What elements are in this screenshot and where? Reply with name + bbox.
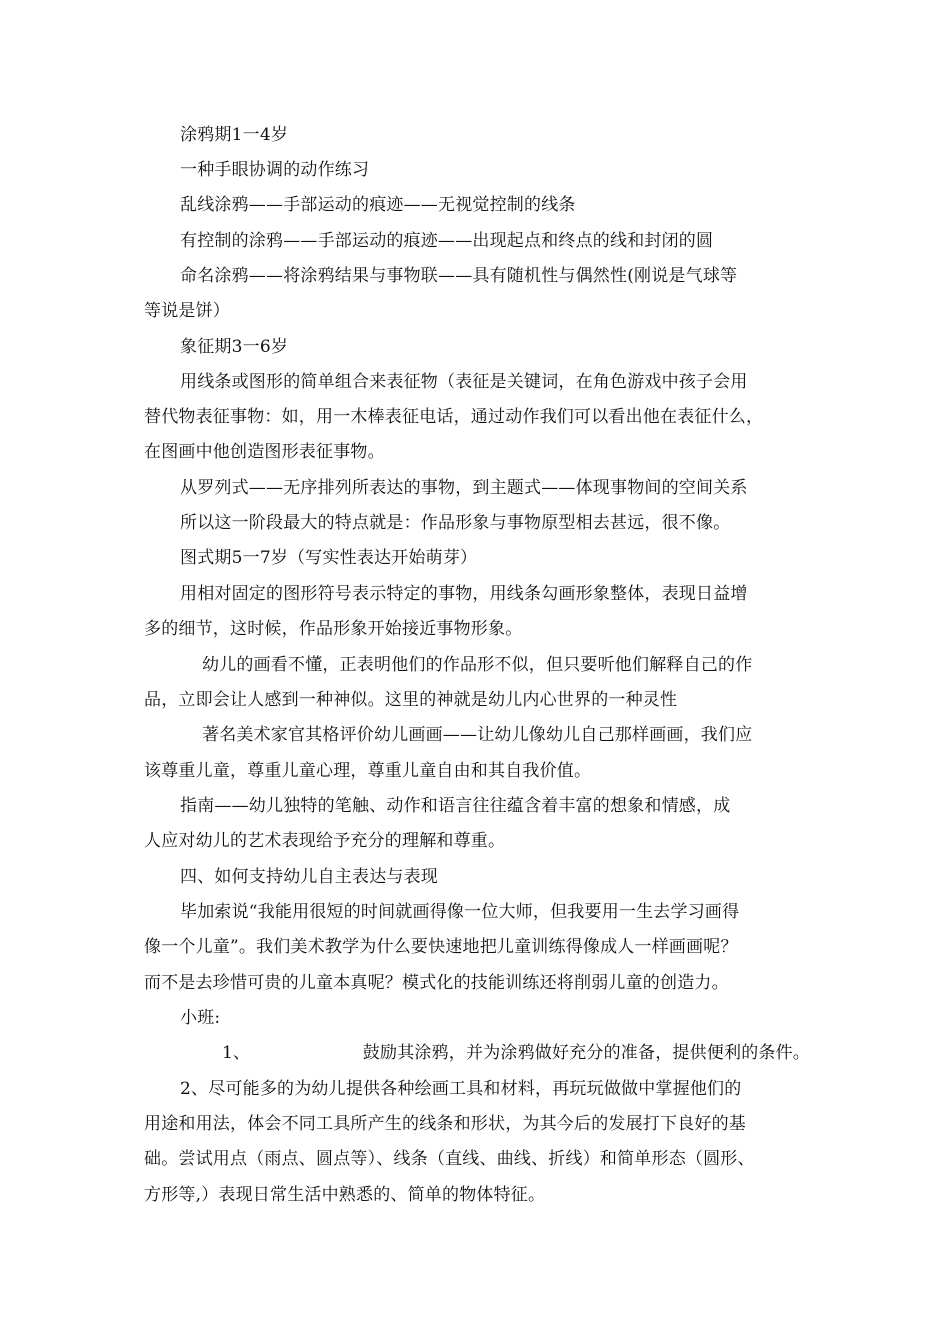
- text-line: 替代物表征事物：如，用一木棒表征电话，通过动作我们可以看出他在表征什么，: [144, 407, 764, 427]
- text-line: 一种手眼协调的动作练习: [180, 160, 370, 180]
- text-line: 著名美术家官其格评价幼儿画画——让幼儿像幼儿自己那样画画，我们应: [202, 725, 753, 745]
- text-line: 象征期3一6岁: [180, 337, 289, 357]
- text-line: 人应对幼儿的艺术表现给予充分的理解和尊重。: [144, 831, 506, 851]
- text-line: 从罗列式——无序排列所表达的事物，到主题式——体现事物间的空间关系: [180, 478, 748, 498]
- text-line: 用途和用法，体会不同工具所产生的线条和形状，为其今后的发展打下良好的基: [144, 1114, 746, 1134]
- text-line: 础。尝试用点（雨点、圆点等）、线条（直线、曲线、折线）和简单形态（圆形、: [144, 1149, 755, 1169]
- list-number: 1、: [222, 1043, 251, 1063]
- text-line: 而不是去珍惜可贵的儿童本真呢？模式化的技能训练还将削弱儿童的创造力。: [144, 973, 729, 993]
- text-line: 像一个儿童”。我们美术教学为什么要快速地把儿童训练得像成人一样画画呢？: [144, 937, 738, 957]
- text-line: 等说是饼）: [144, 301, 230, 321]
- text-line: 方形等,）表现日常生活中熟悉的、简单的物体特征。: [144, 1185, 546, 1205]
- list-item-text: 鼓励其涂鸦，并为涂鸦做好充分的准备，提供便利的条件。: [362, 1043, 810, 1063]
- text-line: 有控制的涂鸦——手部运动的痕迹——出现起点和终点的线和封闭的圆: [180, 231, 714, 251]
- text-line: 乱线涂鸦——手部运动的痕迹——无视觉控制的线条: [180, 195, 576, 215]
- text-line: 在图画中他创造图形表征事物。: [144, 442, 385, 462]
- text-line: 该尊重儿童，尊重儿童心理，尊重儿童自由和其自我价值。: [144, 761, 592, 781]
- text-line: 用线条或图形的简单组合来表征物（表征是关键词，在角色游戏中孩子会用: [180, 372, 748, 392]
- list-item-1: [144, 1042, 810, 1064]
- text-line: 小班:: [180, 1008, 221, 1028]
- text-line: 图式期5一7岁（写实性表达开始萌芽）: [180, 548, 478, 568]
- text-line: 品，立即会让人感到一种神似。这里的神就是幼儿内心世界的一种灵性: [144, 690, 678, 710]
- text-line: 多的细节，这时候，作品形象开始接近事物形象。: [144, 619, 523, 639]
- text-line: 所以这一阶段最大的特点就是：作品形象与事物原型相去甚远，很不像。: [180, 513, 731, 533]
- text-line: 2、尽可能多的为幼儿提供各种绘画工具和材料，再玩玩做做中掌握他们的: [180, 1079, 742, 1099]
- text-line: 幼儿的画看不懂，正表明他们的作品形不似，但只要听他们解释自己的作: [202, 655, 753, 675]
- text-line: 指南——幼儿独特的笔触、动作和语言往往蕴含着丰富的想象和情感，成: [180, 796, 731, 816]
- text-line: 用相对固定的图形符号表示特定的事物，用线条勾画形象整体，表现日益增: [180, 584, 748, 604]
- text-line: 涂鸦期1一4岁: [180, 125, 289, 145]
- text-line: 四、如何支持幼儿自主表达与表现: [180, 867, 438, 887]
- text-line: 命名涂鸦——将涂鸦结果与事物联——具有随机性与偶然性(刚说是气球等: [180, 266, 738, 286]
- text-line: 毕加索说“我能用很短的时间就画得像一位大师，但我要用一生去学习画得: [180, 902, 740, 922]
